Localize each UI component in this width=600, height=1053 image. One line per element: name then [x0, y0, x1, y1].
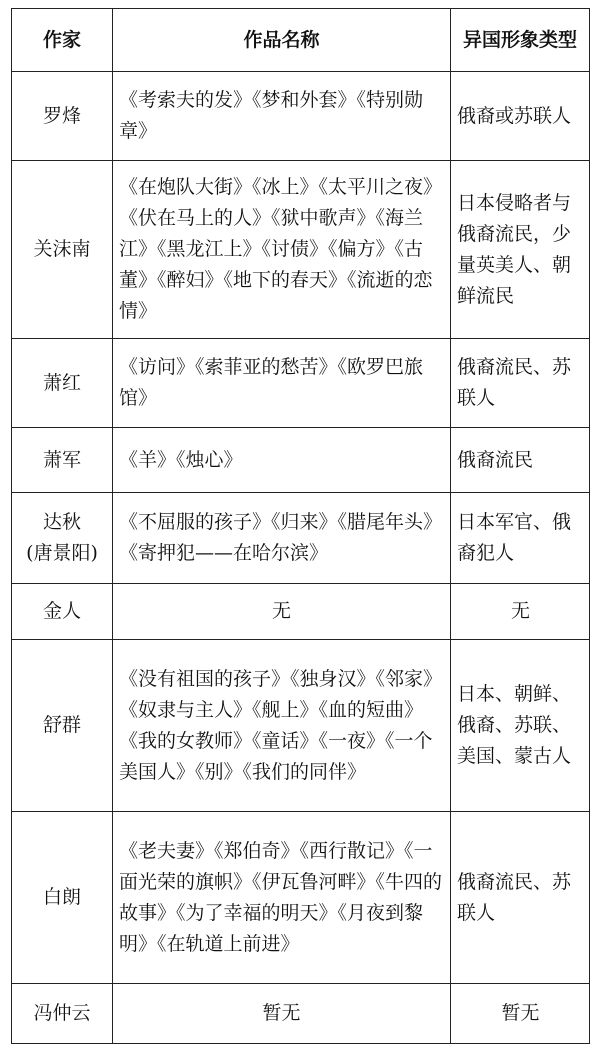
- works-cell: 暂无: [113, 984, 451, 1044]
- works-cell: 《不屈服的孩子》《归来》《腊尾年头》《寄押犯——在哈尔滨》: [113, 493, 451, 584]
- types-cell: 日本、朝鲜、俄裔、苏联、美国、蒙古人: [451, 640, 590, 812]
- types-cell: 俄裔流民、苏联人: [451, 339, 590, 428]
- author-works-table: [11, 8, 590, 1044]
- types-cell: 无: [451, 584, 590, 640]
- author-cell: 金人: [12, 584, 113, 640]
- works-cell: 无: [113, 584, 451, 640]
- types-cell: 俄裔流民、苏联人: [451, 812, 590, 984]
- works-cell: 《考索夫的发》《梦和外套》《特别勋章》: [113, 72, 451, 161]
- author-cell: 冯仲云: [12, 984, 113, 1044]
- table-row: [12, 428, 590, 493]
- table-row: [12, 72, 590, 161]
- table-row: [12, 339, 590, 428]
- types-cell: 日本军官、俄裔犯人: [451, 493, 590, 584]
- works-cell: 《羊》《烛心》: [113, 428, 451, 493]
- header-types: 异国形象类型: [451, 9, 590, 72]
- table-row: [12, 493, 590, 584]
- types-cell: 俄裔流民: [451, 428, 590, 493]
- table-row: [12, 161, 590, 339]
- author-cell: 萧红: [12, 339, 113, 428]
- works-cell: 《老夫妻》《郑伯奇》《西行散记》《一面光荣的旗帜》《伊瓦鲁河畔》《牛四的故事》《为了幸福的明天》《月夜到黎明》《在轨道上前进》: [113, 812, 451, 984]
- types-cell: 俄裔或苏联人: [451, 72, 590, 161]
- table-row: [12, 984, 590, 1044]
- author-cell: 罗烽: [12, 72, 113, 161]
- table-row: [12, 812, 590, 984]
- header-author: 作家: [12, 9, 113, 72]
- author-cell: 萧军: [12, 428, 113, 493]
- table-row: [12, 584, 590, 640]
- works-cell: 《访问》《索菲亚的愁苦》《欧罗巴旅馆》: [113, 339, 451, 428]
- author-cell: 关沫南: [12, 161, 113, 339]
- works-cell: 《在炮队大街》《冰上》《太平川之夜》《伏在马上的人》《狱中歌声》《海兰江》《黑龙江上》《讨债》《偏方》《古董》《醉妇》《地下的春天》《流逝的恋情》: [113, 161, 451, 339]
- author-cell: [12, 493, 113, 584]
- header-works: 作品名称: [113, 9, 451, 72]
- author-alias: (唐景阳): [26, 542, 98, 564]
- author-cell: 白朗: [12, 812, 113, 984]
- author-cell: 舒群: [12, 640, 113, 812]
- author-name: 达秋: [42, 511, 81, 533]
- types-cell: 日本侵略者与俄裔流民，少量英美人、朝鲜流民: [451, 161, 590, 339]
- table-row: [12, 640, 590, 812]
- types-cell: 暂无: [451, 984, 590, 1044]
- table-header-row: [12, 9, 590, 72]
- works-cell: 《没有祖国的孩子》《独身汉》《邻家》《奴隶与主人》《舰上》《血的短曲》《我的女教师》《童话》《一夜》《一个美国人》《别》《我们的同伴》: [113, 640, 451, 812]
